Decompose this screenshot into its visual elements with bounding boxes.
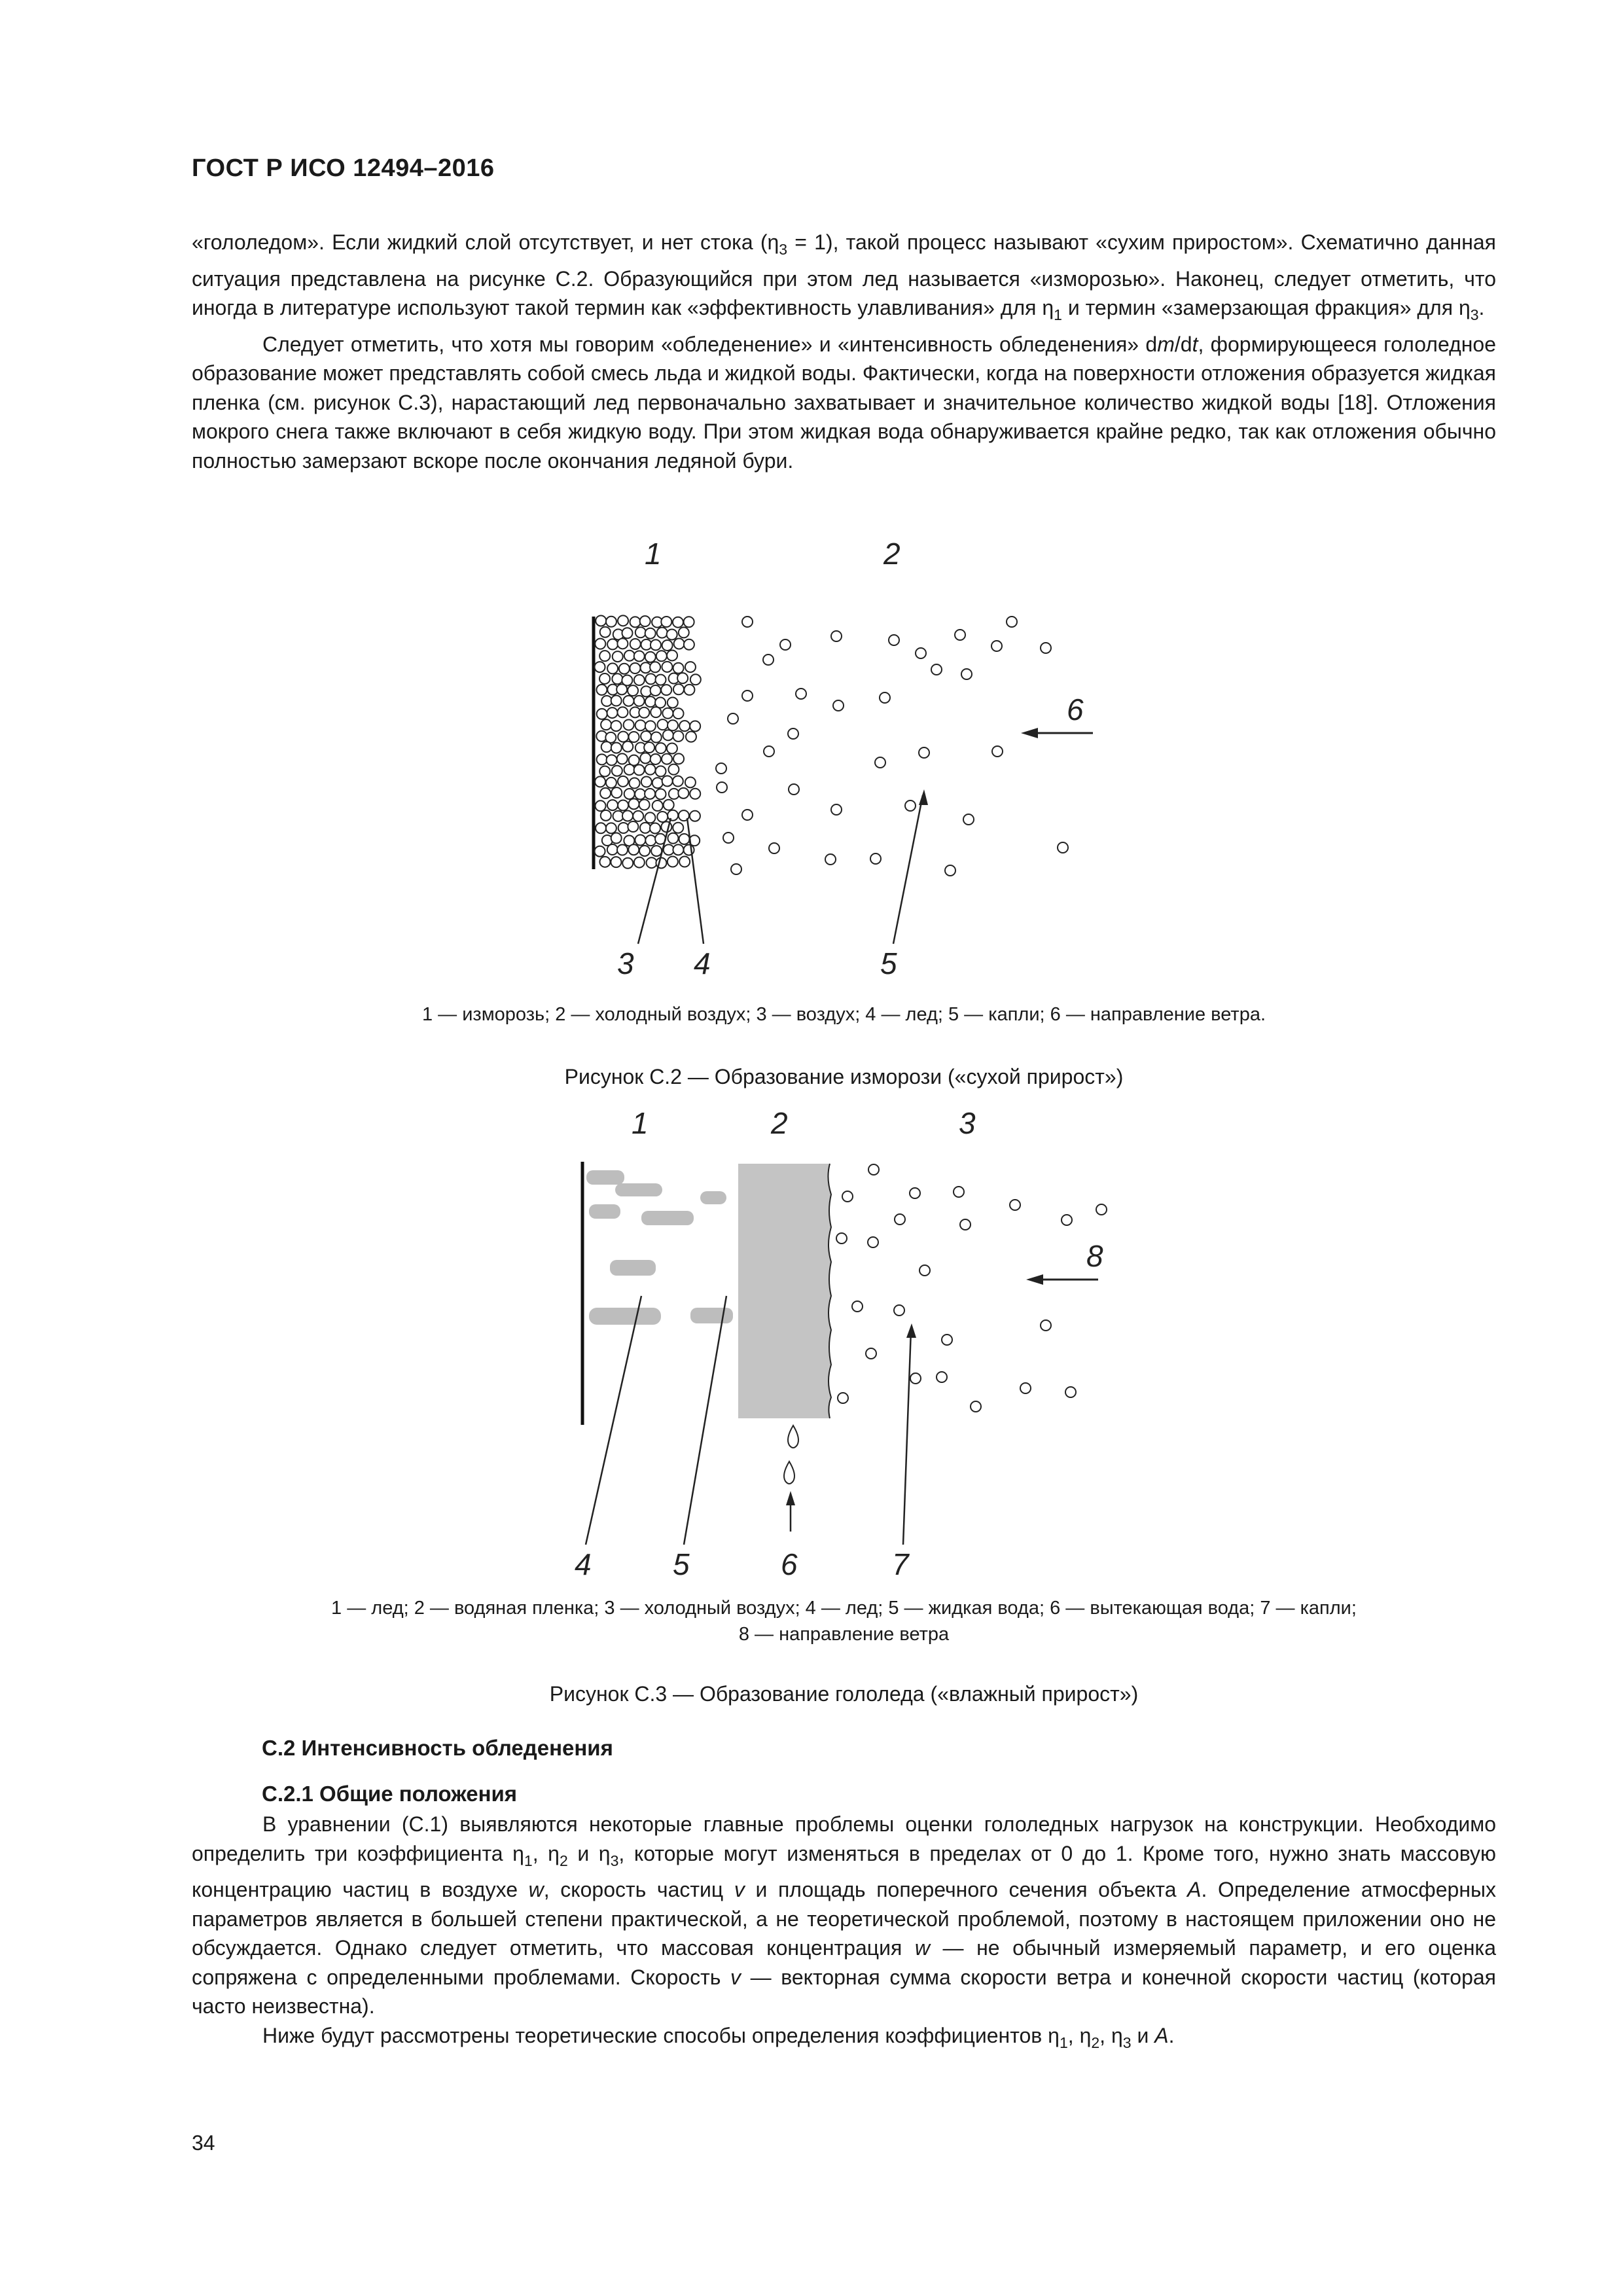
rime-particle <box>635 720 646 730</box>
air-droplet <box>916 648 926 658</box>
air-droplet <box>852 1301 863 1312</box>
rime-particle <box>617 707 628 717</box>
rime-particle <box>629 732 639 742</box>
air-droplet <box>868 1237 878 1247</box>
air-droplet <box>1096 1204 1107 1215</box>
rime-particle <box>667 743 677 753</box>
rime-particle <box>597 709 607 719</box>
fig3-label-3: 3 <box>959 1106 976 1140</box>
rime-particle <box>661 617 671 627</box>
air-droplet <box>992 746 1003 757</box>
rime-particle <box>606 617 616 627</box>
air-droplet <box>796 689 806 699</box>
rime-particle <box>606 778 616 788</box>
rime-particle <box>618 823 629 833</box>
fig2-label-1: 1 <box>645 537 662 571</box>
rime-particle <box>635 789 645 799</box>
fig3-label-1: 1 <box>632 1106 649 1140</box>
rime-particle <box>690 674 701 685</box>
air-droplet <box>731 864 741 874</box>
rime-particle <box>618 776 628 787</box>
air-droplet <box>955 630 965 640</box>
fig2-leader-5-head <box>919 789 928 805</box>
rime-particle <box>630 778 640 789</box>
rime-particle <box>645 652 656 662</box>
fig3-label-2: 2 <box>771 1106 788 1140</box>
air-droplet <box>831 631 842 641</box>
rime-particle <box>690 811 700 821</box>
rime-particle <box>668 764 679 775</box>
section-paragraph-1: В уравнении (С.1) выявляются некоторые главные проблемы оценки гололедных нагрузок на конструкции. Необходимо определить три коэффициента $\eta_1$, $\eta_2$ и $\eta_3$, которые могут изменяться в пределах от 0 до 1. Кроме того, нужно знать массовую концентрацию частиц в воздухе w, скорость частиц v и площадь поперечного сечения объекта A. Определение атмосферных параметров является в большей степени практической, а не теоретической проблемой, поэтому в настоящем приложении оно не обсуждается. Однако следует отметить, что массовая концентрация w — не обычный измеряемый параметр, и его оценка сопряжена с определенными проблемами. Скорость v — векторная сумма скорости ветра и конечной скорости частиц (которая часто неизвестна). <box>192 1812 1497 2018</box>
rime-particle <box>645 696 656 707</box>
air-droplet <box>868 1164 879 1175</box>
air-droplet <box>788 728 798 739</box>
rime-particle <box>601 742 612 752</box>
rime-particle <box>673 753 684 764</box>
rime-particle <box>673 823 683 833</box>
air-droplet <box>764 746 774 757</box>
air-droplet <box>780 639 791 650</box>
rime-particle <box>690 721 700 731</box>
rime-particle <box>674 639 685 649</box>
rime-particle <box>596 685 607 695</box>
rime-particle <box>612 673 622 684</box>
rime-particle <box>595 846 605 857</box>
rime-particle <box>673 708 684 719</box>
rime-particle <box>619 664 630 674</box>
fig2-label-2: 2 <box>883 537 901 571</box>
air-droplet <box>936 1372 947 1382</box>
air-droplet <box>1061 1215 1072 1225</box>
rime-particle <box>596 800 606 811</box>
air-droplet <box>716 763 726 774</box>
rime-particle <box>599 857 610 867</box>
rime-particle <box>677 673 688 683</box>
rime-particle <box>599 673 610 684</box>
rime-particle <box>673 776 683 787</box>
fig3-label-6: 6 <box>781 1547 798 1581</box>
rime-particle <box>645 835 656 846</box>
fig3-liquid-water-patches <box>586 1170 733 1325</box>
rime-particle <box>644 742 654 753</box>
rime-particle <box>645 764 656 775</box>
rime-particle <box>656 651 667 661</box>
document-header: ГОСТ Р ИСО 12494–2016 <box>192 154 495 182</box>
subsection-heading: С.2.1 Общие положения <box>262 1782 518 1806</box>
rime-particle <box>652 800 663 811</box>
rime-particle <box>651 639 661 650</box>
air-droplet <box>905 800 916 811</box>
rime-particle <box>663 730 673 740</box>
air-droplet <box>931 664 942 675</box>
rime-particle <box>640 616 651 626</box>
figure-c3-legend-line-1: 1 — лед; 2 — водяная пленка; 3 — холодный воздух; 4 — лед; 5 — жидкая вода; 6 — вытекающая вода; 7 — капли; <box>331 1598 1357 1619</box>
fig3-leader-7 <box>903 1330 911 1545</box>
rime-particle <box>668 720 678 730</box>
fig3-label-7: 7 <box>892 1547 909 1581</box>
fig3-leader-4 <box>586 1296 641 1545</box>
air-droplet <box>742 810 753 820</box>
rime-particle <box>668 833 678 844</box>
rime-particle <box>634 696 645 706</box>
rime-particle <box>651 707 661 717</box>
rime-particle <box>618 800 628 810</box>
rime-particle <box>662 708 673 719</box>
rime-particle <box>606 823 616 833</box>
air-droplet <box>919 747 929 758</box>
rime-particle <box>635 835 645 846</box>
rime-particle <box>673 617 683 628</box>
rime-particle <box>662 754 672 764</box>
rime-particle <box>633 811 643 821</box>
fig3-droplets <box>836 1164 1107 1412</box>
rime-particle <box>611 743 622 753</box>
air-droplet <box>942 1335 952 1345</box>
rime-particle <box>616 684 627 694</box>
rime-particle <box>679 857 690 867</box>
rime-particle <box>622 742 633 752</box>
rime-particle <box>641 731 651 742</box>
rime-particle <box>612 766 622 776</box>
fig3-leader-7-head <box>906 1323 916 1338</box>
air-droplet <box>954 1187 964 1197</box>
rime-particle <box>650 823 660 833</box>
air-droplet <box>963 814 974 825</box>
air-droplet <box>870 853 881 864</box>
rime-particle <box>630 617 641 627</box>
rime-particle <box>607 708 618 718</box>
rime-particle <box>618 732 628 742</box>
air-droplet <box>825 854 836 865</box>
rime-particle <box>685 777 696 787</box>
air-droplet <box>763 655 774 665</box>
rime-particle <box>624 789 635 799</box>
intro-paragraph-1: «гололедом». Если жидкий слой отсутствует, и нет стока $(\eta_3 = 1)$, такой процесс называют «сухим приростом». Схематично данная ситуация представлена на рисунке С.2. Образующийся при этом лед называется «изморозью». Наконец, следует отметить, что иногда в литературе используют такой термин как «эффективность улавливания» для $\eta_1$ и термин «замерзающая фракция» для $\eta_3$. <box>192 230 1497 324</box>
rime-particle <box>634 675 645 685</box>
rime-particle <box>597 754 607 764</box>
rime-particle <box>607 755 617 765</box>
air-droplet <box>1041 1320 1051 1331</box>
rime-particle <box>684 685 694 695</box>
rime-particle <box>601 719 611 730</box>
rime-particle <box>607 800 618 810</box>
rime-particle <box>640 823 651 833</box>
air-droplet <box>1020 1383 1031 1393</box>
rime-particle <box>600 788 611 798</box>
air-droplet <box>1058 842 1068 853</box>
figure-c3-diagram <box>563 1100 1152 1584</box>
rime-particle <box>662 662 672 672</box>
rime-particle <box>601 810 611 821</box>
rime-particle <box>679 721 690 731</box>
rime-particle <box>617 844 628 855</box>
rime-particle <box>668 697 678 708</box>
air-droplet <box>769 843 779 853</box>
rime-particle <box>596 615 606 626</box>
section-heading: С.2 Интенсивность обледенения <box>262 1736 613 1760</box>
air-droplet <box>742 617 753 627</box>
air-droplet <box>991 641 1002 651</box>
rime-particle <box>599 651 610 661</box>
fig2-wind-arrow-head <box>1021 728 1038 738</box>
rime-particle <box>624 764 635 775</box>
rime-particle <box>651 846 662 856</box>
rime-particle <box>651 685 661 696</box>
rime-particle <box>673 844 683 855</box>
rime-particle <box>684 639 694 650</box>
air-droplet <box>742 691 753 701</box>
air-droplet <box>910 1373 921 1384</box>
air-droplet <box>894 1305 904 1316</box>
rime-particle <box>617 638 628 649</box>
rime-particle <box>645 789 655 799</box>
air-droplet <box>919 1265 930 1276</box>
rime-particle <box>684 617 694 627</box>
rime-particle <box>679 627 689 637</box>
figure-c2-caption: Рисунок С.2 — Образование изморози («сухой прирост») <box>564 1065 1124 1088</box>
fig3-label-4: 4 <box>575 1547 592 1581</box>
air-droplet <box>961 669 972 679</box>
rime-particle <box>645 721 656 731</box>
rime-particle <box>662 640 673 651</box>
air-droplet <box>723 833 734 843</box>
air-droplet <box>1010 1200 1020 1210</box>
air-droplet <box>945 865 955 876</box>
rime-particle <box>673 684 684 694</box>
rime-particle <box>622 810 633 821</box>
rime-particle <box>635 627 646 637</box>
figure-c3-legend-line-2: 8 — направление ветра <box>738 1624 950 1645</box>
section-paragraph-2: Ниже будут рассмотрены теоретические способы определения коэффициентов $\eta_1$, $\eta_2$, $\eta_3$ и A. <box>262 2023 1175 2051</box>
rime-particle <box>656 743 666 753</box>
rime-particle <box>634 857 645 868</box>
rime-particle <box>629 798 639 809</box>
rime-particle <box>607 663 618 673</box>
rime-particle <box>607 639 618 649</box>
rime-particle <box>651 732 662 743</box>
rime-particle <box>690 789 700 799</box>
rime-particle <box>650 662 660 672</box>
air-droplet <box>1007 617 1017 627</box>
air-droplet <box>833 700 844 711</box>
rime-particle <box>655 698 666 708</box>
rime-particle <box>628 821 638 832</box>
air-droplet <box>880 692 890 703</box>
fig2-label-6: 6 <box>1067 692 1084 726</box>
fig2-droplets <box>716 617 1068 876</box>
air-droplet <box>875 757 885 768</box>
page-number: 34 <box>192 2131 215 2155</box>
rime-particle <box>639 846 650 856</box>
intro-paragraph-2: Следует отметить, что хотя мы говорим «обледенение» и «интенсивность обледенения» dm/dt, формирующееся гололедное образование может представлять собой смесь льда и жидкой воды. Фактически, когда на поверхности отложения образуется жидкая пленка (см. рисунок С.3), нарастающий лед первоначально захватывает и значительное количество жидкой воды [18]. Отложения мокрого снега также включают в себя жидкую воду. При этом жидкая вода обнаруживается крайне редко, так как отложения обычно полностью замерзают вскоре после окончания ледяной бури. <box>192 332 1496 473</box>
rime-particle <box>634 764 645 775</box>
rime-particle <box>658 719 668 730</box>
rime-particle <box>645 812 655 823</box>
rime-particle <box>667 629 677 639</box>
fig3-dripping-drop-1 <box>788 1426 798 1448</box>
figure-c2-legend: 1 — изморозь; 2 — холодный воздух; 3 — воздух; 4 — лед; 5 — капли; 6 — направление ветра. <box>421 1004 1266 1025</box>
rime-particle <box>607 844 618 855</box>
rime-particle <box>673 663 684 673</box>
fig2-label-4: 4 <box>694 946 711 980</box>
rime-particle <box>656 789 666 799</box>
rime-particle <box>667 650 677 660</box>
air-droplet <box>910 1188 920 1198</box>
air-droplet <box>842 1191 853 1202</box>
fig2-rime-cluster <box>595 615 701 868</box>
rime-particle <box>630 639 641 649</box>
rime-particle <box>657 812 668 822</box>
air-droplet <box>866 1348 876 1359</box>
rime-particle <box>624 651 635 661</box>
rime-particle <box>611 696 622 706</box>
rime-particle <box>617 753 628 764</box>
rime-particle <box>652 778 663 788</box>
rime-particle <box>628 844 639 855</box>
rime-particle <box>624 719 634 730</box>
fig3-water-film <box>738 1164 831 1418</box>
figure-c2-diagram <box>576 530 1152 988</box>
fig2-label-3: 3 <box>617 946 634 980</box>
rime-particle <box>622 858 633 869</box>
fig3-label-5: 5 <box>673 1547 690 1581</box>
figure-c3-legend <box>192 1595 1496 1647</box>
rime-particle <box>664 844 674 855</box>
rime-particle <box>595 639 605 649</box>
rime-particle <box>664 800 674 810</box>
rime-particle <box>679 834 690 844</box>
rime-particle <box>668 810 678 821</box>
air-droplet <box>1065 1387 1076 1397</box>
rime-particle <box>656 675 666 685</box>
rime-particle <box>599 766 610 776</box>
air-droplet <box>836 1233 847 1244</box>
rime-particle <box>661 685 671 695</box>
air-droplet <box>971 1401 981 1412</box>
section-text <box>192 1810 1496 2057</box>
rime-particle <box>647 857 657 868</box>
rime-particle <box>634 651 645 661</box>
rime-particle <box>628 685 638 696</box>
figure-c3-caption: Рисунок С.3 — Образование гололеда («влажный прирост») <box>549 1682 1139 1706</box>
air-droplet <box>728 713 738 724</box>
fig2-label-5: 5 <box>880 946 897 980</box>
air-droplet <box>838 1393 848 1403</box>
rime-particle <box>657 628 668 638</box>
rime-particle <box>596 823 606 833</box>
rime-particle <box>639 708 649 718</box>
intro-text <box>192 228 1496 475</box>
fig3-leader-5 <box>684 1296 726 1545</box>
rime-particle <box>611 833 622 844</box>
rime-particle <box>611 721 621 731</box>
rime-particle <box>668 857 678 867</box>
rime-particle <box>600 627 611 637</box>
rime-particle <box>645 628 656 639</box>
rime-particle <box>630 663 640 673</box>
air-droplet <box>960 1219 971 1230</box>
rime-particle <box>623 696 633 706</box>
rime-particle <box>613 651 623 662</box>
rime-particle <box>611 857 621 867</box>
rime-particle <box>595 776 605 787</box>
rime-particle <box>656 766 666 776</box>
rime-particle <box>645 673 656 684</box>
air-droplet <box>895 1214 905 1225</box>
rime-particle <box>662 776 673 786</box>
air-droplet <box>1041 643 1051 653</box>
rime-particle <box>641 777 652 787</box>
rime-particle <box>686 732 696 742</box>
air-droplet <box>717 782 727 793</box>
air-droplet <box>889 635 899 645</box>
rime-particle <box>685 662 696 672</box>
rime-particle <box>618 615 628 626</box>
rime-particle <box>622 628 632 638</box>
rime-particle <box>673 731 683 742</box>
fig3-label-8: 8 <box>1086 1239 1103 1273</box>
fig2-leader-5 <box>893 795 923 944</box>
rime-particle <box>640 753 651 763</box>
rime-particle <box>595 662 605 672</box>
air-droplet <box>789 784 799 795</box>
rime-particle <box>678 788 688 798</box>
fig3-leader-6-head <box>786 1491 795 1505</box>
rime-particle <box>651 754 661 764</box>
rime-particle <box>611 787 622 798</box>
rime-particle <box>639 800 650 810</box>
fig3-dripping-drop-2 <box>784 1462 794 1484</box>
fig3-wind-arrow-head <box>1026 1274 1043 1285</box>
air-droplet <box>831 804 842 815</box>
